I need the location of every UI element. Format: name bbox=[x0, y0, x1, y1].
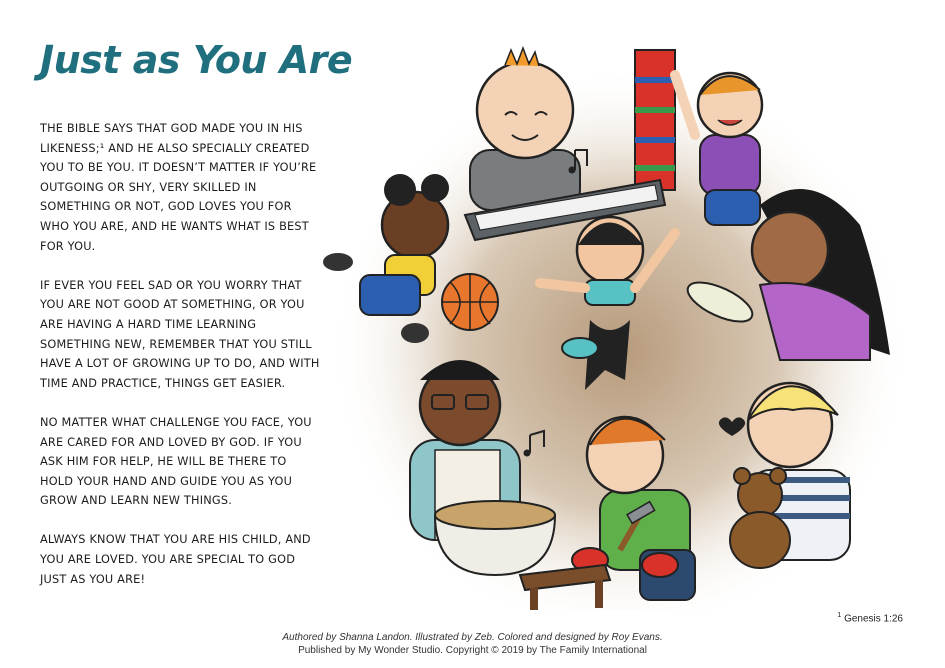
footnote-text: Genesis 1:26 bbox=[844, 613, 903, 625]
credits bbox=[0, 631, 945, 657]
block-tower-icon bbox=[635, 50, 675, 190]
footnote bbox=[837, 612, 903, 624]
children-illustration bbox=[320, 40, 920, 610]
mixing-bowl-icon bbox=[435, 501, 555, 575]
credits-authors: Authored by Shanna Landon. Illustrated by Zeb. Colored and designed by Roy Evans. bbox=[282, 632, 663, 643]
paragraph-3: NO MATTER WHAT CHALLENGE YOU FACE, YOU ARE CARED FOR AND LOVED BY GOD. IF YOU ASK HIM FOR HELP, HE WILL BE THERE TO HOLD YOUR HAND AND GUIDE YOU AS YOU GROW AND LEARN NEW THINGS. bbox=[40, 415, 312, 508]
story-text bbox=[40, 119, 320, 609]
paragraph-2: IF EVER YOU FEEL SAD OR YOU WORRY THAT YOU ARE NOT GOOD AT SOMETHING, OR YOU ARE HAVING A HARD TIME LEARNING SOMETHING NEW, REMEMBER THAT YOU STILL HAVE A LOT OF GROWING UP TO DO, AND WITH TIME AND PRACTICE, THINGS GET EASIER. bbox=[40, 278, 320, 390]
credits-publisher: Published by My Wonder Studio. Copyright © 2019 by The Family International bbox=[298, 645, 647, 656]
paragraph-4: ALWAYS KNOW THAT YOU ARE HIS CHILD, AND YOU ARE LOVED. YOU ARE SPECIAL TO GOD JUST AS YOU ARE! bbox=[40, 533, 311, 586]
page-title: Just as You Are bbox=[40, 38, 353, 82]
paragraph-1: THE BIBLE SAYS THAT GOD MADE YOU IN HIS LIKENESS;¹ AND HE ALSO SPECIALLY CREATED YOU TO BE YOU. IT DOESN’T MATTER IF YOU’RE OUTGOING OR SHY, VERY SKILLED IN SOMETHING OR NOT, GOD LOVES YOU FOR WHO YOU ARE, AND HE WANTS WHAT IS BEST FOR YOU. bbox=[40, 122, 317, 253]
basketball-icon bbox=[442, 274, 498, 330]
footnote-marker: 1 bbox=[837, 612, 842, 619]
